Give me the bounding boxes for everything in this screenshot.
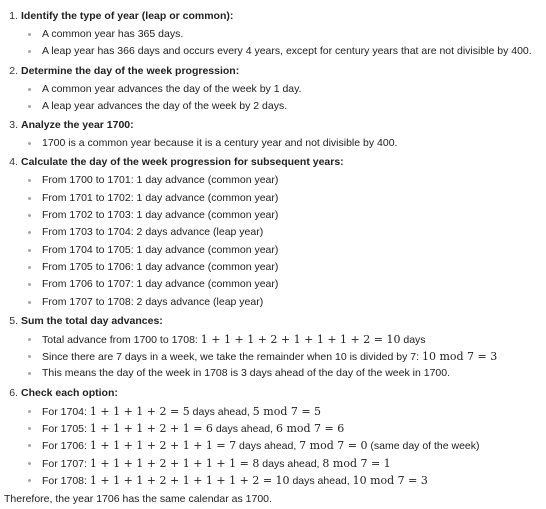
step-number: 2. [9,64,18,77]
math-expression: 1 + 1 + 1 + 2 + 1 + 1 + 1 = 8 [89,456,260,470]
bullet-icon [28,462,31,465]
math-expression: 1 + 1 + 1 + 2 + 1 + 1 = 7 [89,439,237,453]
math-expression: 1 + 1 + 1 + 2 = 5 [89,404,190,418]
math-expression: 5 mod 7 = 5 [252,404,322,418]
bullet-icon [28,88,31,91]
step-6 [4,383,546,489]
bullet-icon [28,249,31,252]
step-2 [4,61,546,116]
bullet-icon [28,338,31,341]
bullet-icon [28,266,31,269]
step-title: Check each option: [21,386,118,399]
step-title: Calculate the day of the week progression for subsequent years: [21,156,344,169]
list-item: A common year advances the day of the week by 1 day. [4,81,546,98]
list-item: From 1707 to 1708: 2 days advance (leap year) [4,294,546,311]
list-item: A leap year advances the day of the week by 2 days. [4,98,546,115]
step-number: 5. [9,314,18,327]
list-item: From 1700 to 1701: 1 day advance (common year) [4,172,546,189]
list-item: 1700 is a common year because it is a century year and not divisible by 400. [4,135,546,152]
math-expression: 1 + 1 + 1 + 2 + 1 = 6 [89,422,213,436]
step-title: Sum the total day advances: [21,314,163,327]
math-expression: 1 + 1 + 1 + 2 + 1 + 1 + 1 + 2 = 10 [89,473,290,487]
math-expression: 10 mod 7 = 3 [352,473,428,487]
math-expression: 8 mod 7 = 1 [322,456,391,470]
list-item: Since there are 7 days in a week, we take the remainder when 10 is divided by 7: 10 mod 7 = 3 [4,348,546,365]
step-5 [4,311,546,383]
math-expression: 10 mod 7 = 3 [421,350,498,364]
step-number: 3. [9,119,18,132]
step-number: 6. [9,386,18,399]
bullet-icon [28,410,31,413]
step-3 [4,115,546,152]
math-expression: 7 mod 7 = 0 [299,439,368,453]
list-item: For 1707: 1 + 1 + 1 + 2 + 1 + 1 + 1 = 8 days ahead, 8 mod 7 = 1 [4,455,546,472]
bullet-icon [28,197,31,200]
conclusion-text: Therefore, the year 1706 has the same calendar as 1700. [4,493,272,506]
list-item: A leap year has 366 days and occurs every 4 years, except for century years that are not divisible by 400. [4,43,546,60]
step-title: Identify the type of year (leap or common): [21,10,234,22]
list-item: For 1706: 1 + 1 + 1 + 2 + 1 + 1 = 7 days ahead, 7 mod 7 = 0 (same day of the week) [4,437,546,454]
list-item: From 1706 to 1707: 1 day advance (common year) [4,276,546,293]
bullet-icon [28,479,31,482]
step-number: 1. [9,10,18,22]
list-item: Total advance from 1700 to 1708: 1 + 1 + 1 + 2 + 1 + 1 + 1 + 2 = 10 days [4,331,546,348]
step-4 [4,152,546,310]
math-expression: 1 + 1 + 1 + 2 + 1 + 1 + 1 + 2 = 10 [200,332,401,346]
bullet-icon [28,301,31,304]
list-item: For 1704: 1 + 1 + 1 + 2 = 5 days ahead, 5 mod 7 = 5 [4,403,546,420]
bullet-icon [28,105,31,108]
step-title: Determine the day of the week progression: [21,64,240,77]
list-item: A common year has 365 days. [4,26,546,43]
step-title: Analyze the year 1700: [21,119,134,132]
math-expression: 6 mod 7 = 6 [275,422,345,436]
list-item: For 1708: 1 + 1 + 1 + 2 + 1 + 1 + 1 + 2 = 10 days ahead, 10 mod 7 = 3 [4,472,546,489]
bullet-icon [28,33,31,36]
list-item: From 1705 to 1706: 1 day advance (common year) [4,259,546,276]
list-item: From 1702 to 1703: 1 day advance (common year) [4,207,546,224]
list-item: From 1704 to 1705: 1 day advance (common year) [4,242,546,259]
step-1 [4,6,546,61]
list-item: From 1701 to 1702: 1 day advance (common year) [4,190,546,207]
list-item: From 1703 to 1704: 2 days advance (leap year) [4,224,546,241]
step-number: 4. [9,156,18,169]
list-item: This means the day of the week in 1708 is 3 days ahead of the day of the week in 1700. [4,365,546,382]
list-item: For 1705: 1 + 1 + 1 + 2 + 1 = 6 days ahead, 6 mod 7 = 6 [4,420,546,437]
